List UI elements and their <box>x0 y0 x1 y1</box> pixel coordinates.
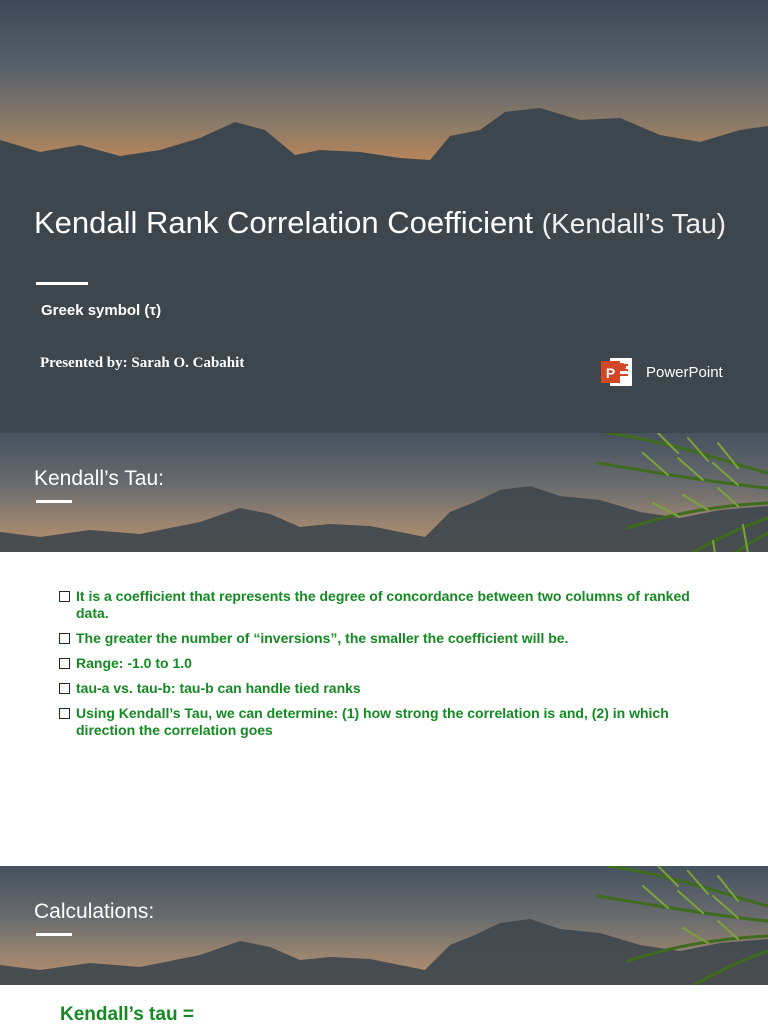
powerpoint-icon <box>600 355 634 389</box>
palm-frond-decoration <box>588 433 768 552</box>
checkbox-bullet-icon <box>59 633 70 644</box>
title-slide <box>0 0 768 433</box>
presenter-line: Presented by: Sarah O. Cabahit <box>40 355 245 371</box>
checkbox-bullet-icon <box>59 683 70 694</box>
bullet-list <box>58 588 718 747</box>
section-heading: Calculations: <box>34 900 155 923</box>
slide-header-band <box>0 433 768 552</box>
checkbox-bullet-icon <box>59 591 70 602</box>
slide-subtitle: Greek symbol (τ) <box>41 302 162 319</box>
list-item: tau-a vs. tau-b: tau-b can handle tied ranks <box>58 680 718 697</box>
checkbox-bullet-icon <box>59 658 70 669</box>
title-parenthetical: (Kendall’s Tau) <box>541 208 726 239</box>
formula-label: Kendall’s tau = <box>60 1004 194 1024</box>
title-accent-bar <box>36 282 88 285</box>
heading-accent-bar <box>36 933 72 936</box>
list-item: Using Kendall’s Tau, we can determine: (1) how strong the correlation is and, (2) in which direction the correlation goes <box>58 705 718 739</box>
title-main: Kendall Rank Correlation Coefficient <box>34 205 534 240</box>
list-item: It is a coefficient that represents the degree of concordance between two columns of ranked data. <box>58 588 718 622</box>
powerpoint-letter: P <box>605 365 616 381</box>
sunset-sky-background <box>0 0 768 190</box>
slide-title <box>34 204 734 243</box>
section-heading: Kendall’s Tau: <box>34 467 164 490</box>
mountain-silhouette <box>0 100 768 190</box>
palm-frond-decoration <box>588 866 768 985</box>
slide-header-band <box>0 866 768 985</box>
checkbox-bullet-icon <box>59 708 70 719</box>
definition-slide <box>0 433 768 866</box>
powerpoint-wordmark: PowerPoint <box>646 363 723 381</box>
heading-accent-bar <box>36 500 72 503</box>
list-item: Range: -1.0 to 1.0 <box>58 655 718 672</box>
list-item: The greater the number of “inversions”, the smaller the coefficient will be. <box>58 630 718 647</box>
powerpoint-logo <box>600 355 723 389</box>
calculations-slide <box>0 866 768 1024</box>
